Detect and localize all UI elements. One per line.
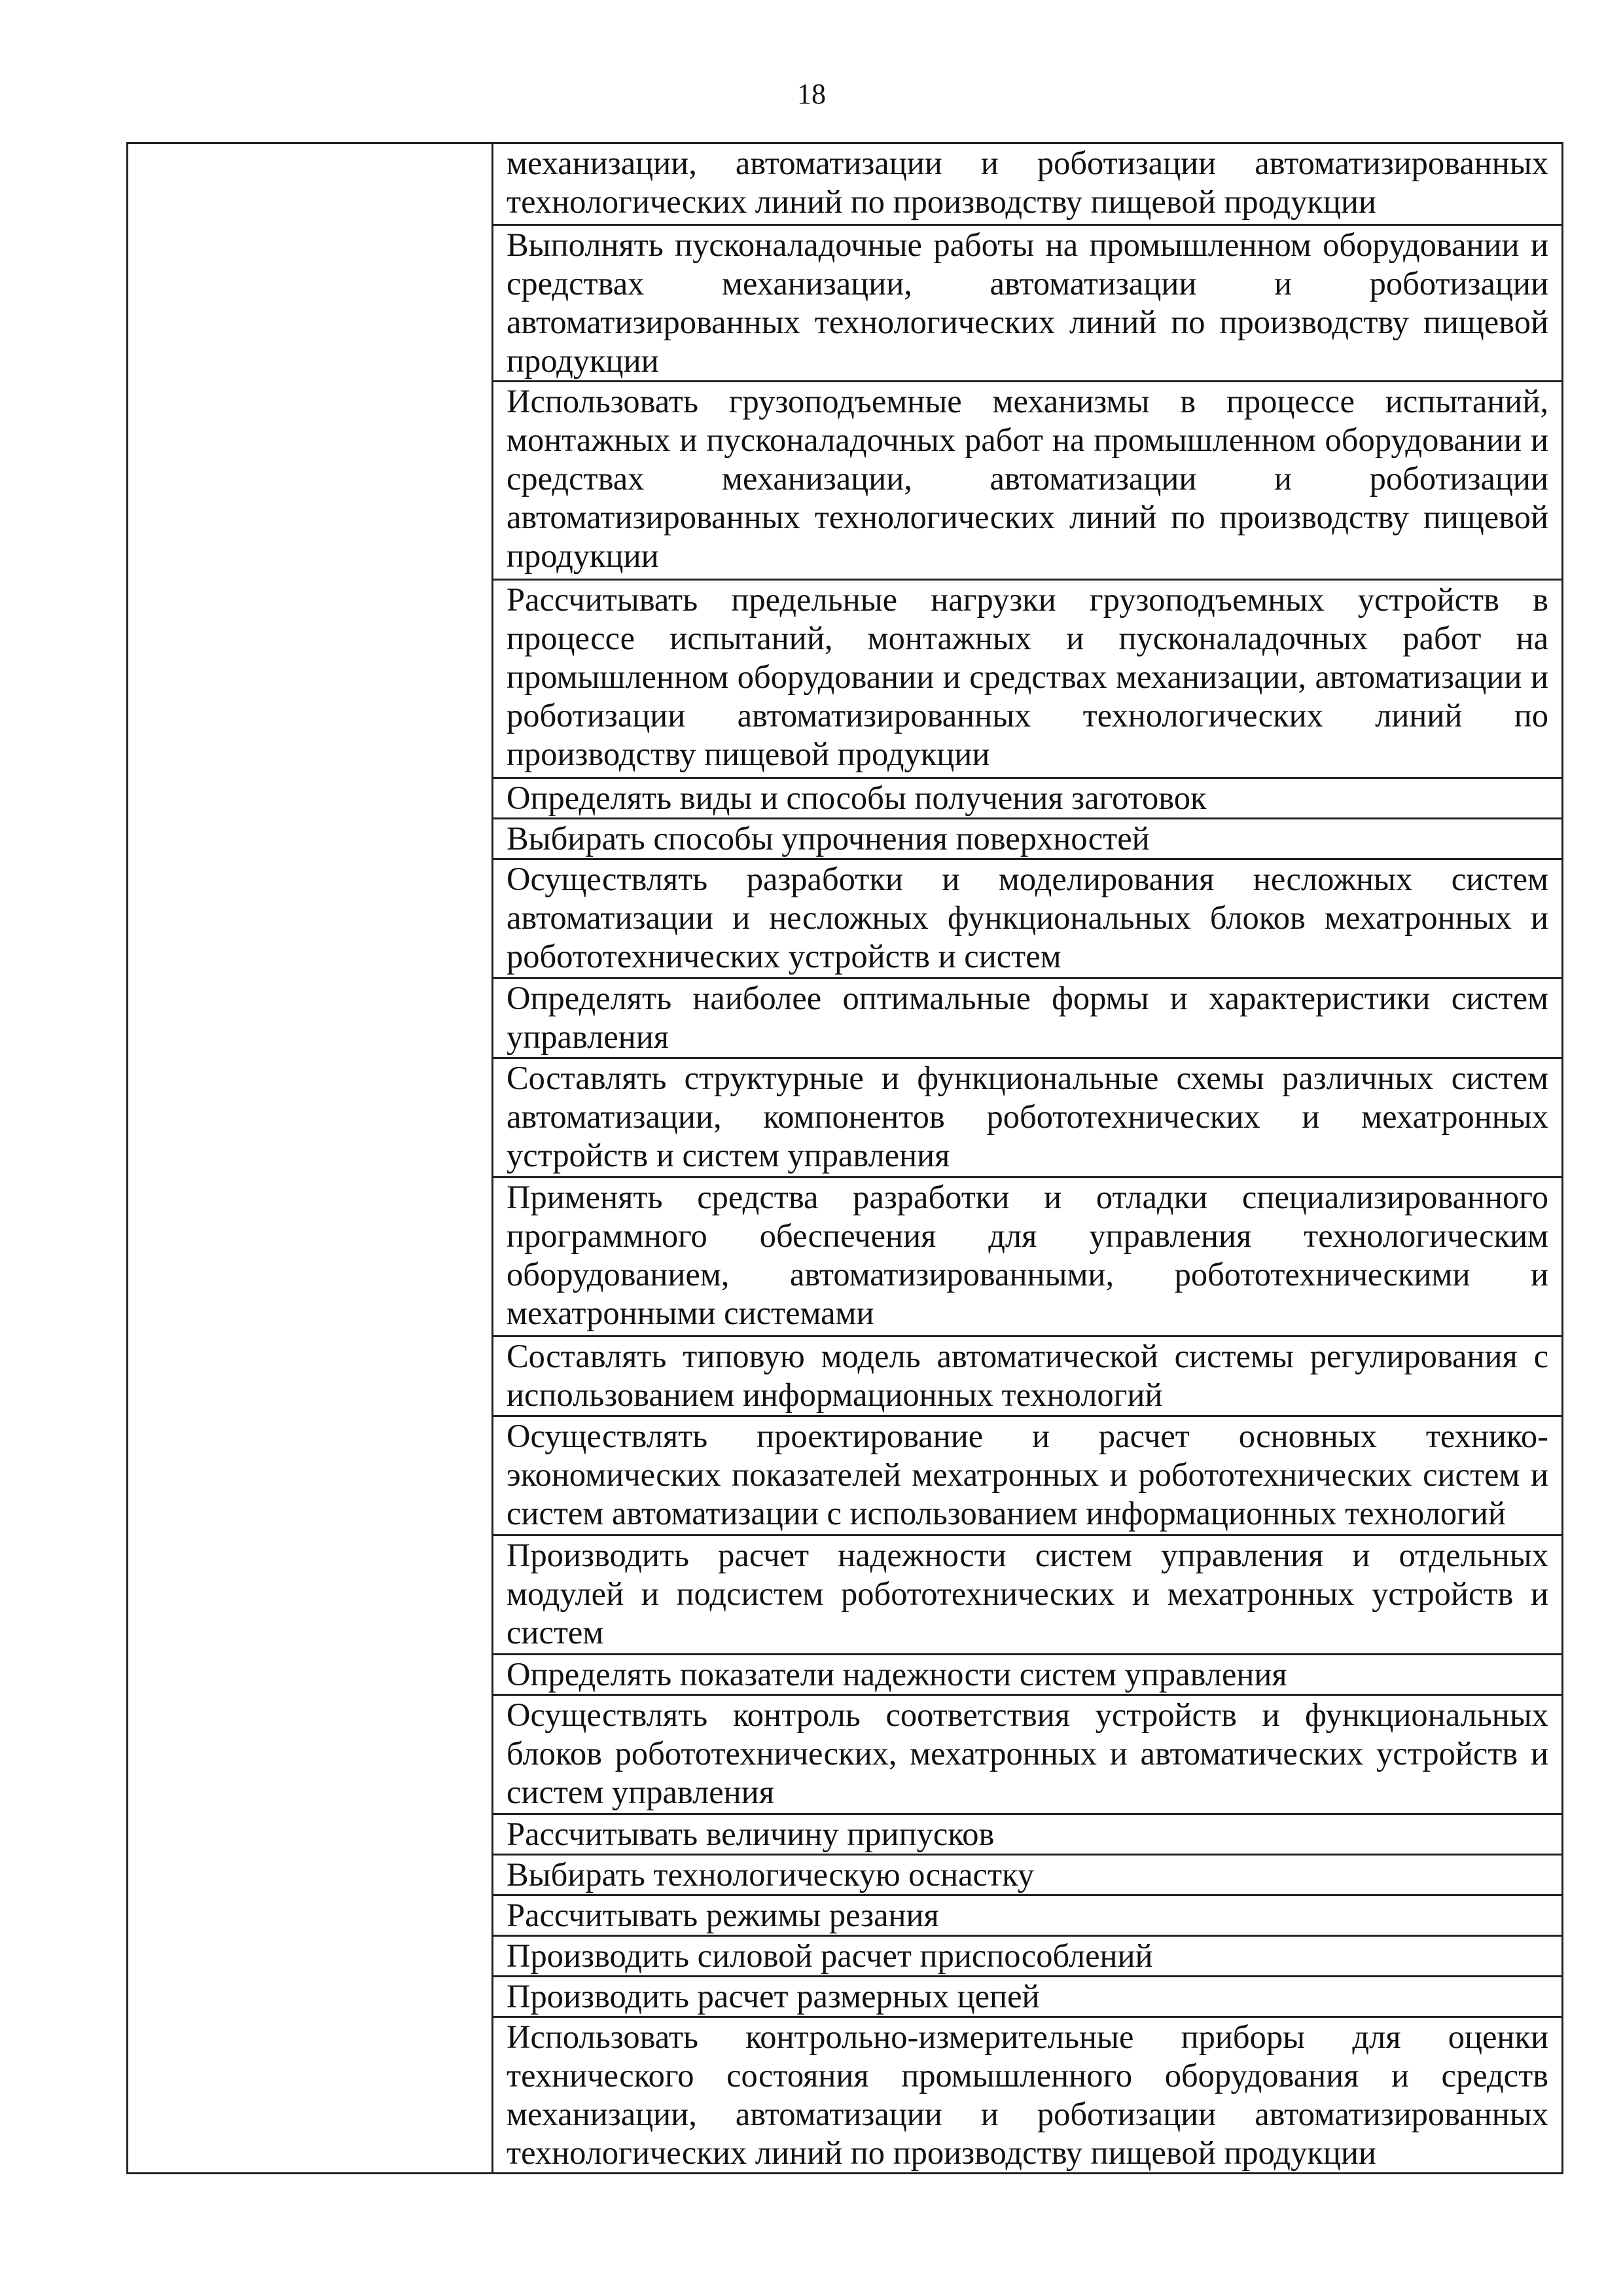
skill-cell: Производить силовой расчет приспособлений xyxy=(493,1936,1563,1977)
skill-cell: Рассчитывать режимы резания xyxy=(493,1895,1563,1936)
page-number: 18 xyxy=(797,78,826,110)
table-row xyxy=(128,143,1563,225)
skill-cell: Определять показатели надежности систем управления xyxy=(493,1655,1563,1695)
skill-cell: Использовать грузоподъемные механизмы в процессе испытаний, монтажных и пусконаладочных работ на промышленном оборудовании и средствах механизации, автоматизации и роботизации автоматизированных технологических линий по производству пищевой продукции xyxy=(493,382,1563,580)
skill-cell: Составлять структурные и функциональные схемы различных систем автоматизации, компонентов робототехнических и мехатронных устройств и систем управления xyxy=(493,1058,1563,1177)
skill-cell: Рассчитывать предельные нагрузки грузоподъемных устройств в процессе испытаний, монтажных и пусконаладочных работ на промышленном оборудовании и средствах механизации, автоматизации и роботизации автоматизированных технологических линий по производству пищевой продукции xyxy=(493,580,1563,778)
skill-cell: Производить расчет размерных цепей xyxy=(493,1977,1563,2017)
skill-cell: Определять виды и способы получения заготовок xyxy=(493,778,1563,819)
skill-cell: Осуществлять проектирование и расчет основных технико-экономических показателей мехатронных и робототехнических систем и систем автоматизации с использованием информационных технологий xyxy=(493,1416,1563,1535)
skill-cell: Применять средства разработки и отладки специализированного программного обеспечения для управления технологическим оборудованием, автоматизированными, робототехническими и мехатронными системами xyxy=(493,1177,1563,1336)
skill-cell: Выполнять пусконаладочные работы на промышленном оборудовании и средствах механизации, автоматизации и роботизации автоматизированных технологических линий по производству пищевой продукции xyxy=(493,225,1563,382)
skill-cell: Производить расчет надежности систем управления и отдельных модулей и подсистем робототехнических и мехатронных устройств и систем xyxy=(493,1535,1563,1655)
skill-cell: механизации, автоматизации и роботизации автоматизированных технологических линий по производству пищевой продукции xyxy=(493,143,1563,225)
empty-left-cell xyxy=(128,143,493,2174)
skill-cell: Рассчитывать величину припусков xyxy=(493,1814,1563,1855)
skill-cell: Осуществлять контроль соответствия устройств и функциональных блоков робототехнических, мехатронных и автоматических устройств и систем управления xyxy=(493,1695,1563,1814)
skill-cell: Выбирать технологическую оснастку xyxy=(493,1855,1563,1895)
skills-table xyxy=(126,142,1563,2174)
skill-cell: Составлять типовую модель автоматической системы регулирования с использованием информационных технологий xyxy=(493,1336,1563,1416)
skill-cell: Использовать контрольно-измерительные приборы для оценки технического состояния промышленного оборудования и средств механизации, автоматизации и роботизации автоматизированных технологических линий по производству пищевой продукции xyxy=(493,2017,1563,2174)
skill-cell: Осуществлять разработки и моделирования несложных систем автоматизации и несложных функциональных блоков мехатронных и робототехнических устройств и систем xyxy=(493,859,1563,978)
skill-cell: Определять наиболее оптимальные формы и характеристики систем управления xyxy=(493,978,1563,1058)
skill-cell: Выбирать способы упрочнения поверхностей xyxy=(493,819,1563,859)
